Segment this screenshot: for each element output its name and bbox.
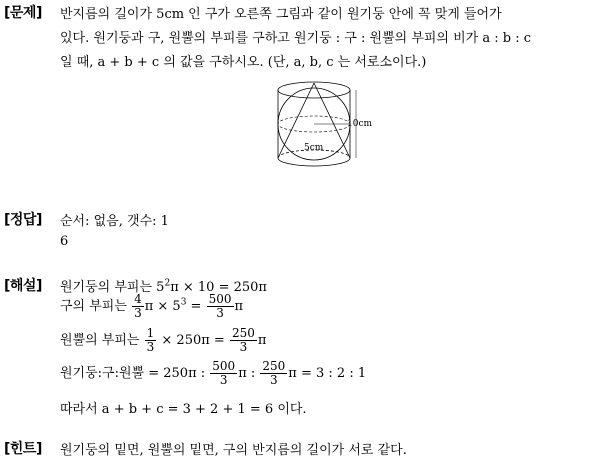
problem-line-2: 있다. 원기둥과 구, 원뿔의 부피를 구하고 원기둥 : 구 : 원뿔의 부피의 비가 a : b : c [60,31,532,46]
height-label: 10cm [347,119,373,129]
cylinder-bottom-front [278,158,350,166]
answer-label: [정답] [4,212,42,228]
answer-value: 6 [60,234,69,249]
cylinder-sphere-cone-figure [268,74,388,174]
explanation-cone: 원뿔의 부피는 $\frac{1}{3}$ × 250π = $\frac{250}{3}$ π [60,326,267,354]
explanation-label: [해설] [4,278,42,294]
cylinder-top [278,82,350,98]
problem-label: [문제] [4,5,42,21]
explanation-cylinder: 원기둥의 부피는 $5^2\pi \times 10 = 250\pi$ [60,278,267,295]
radius-label: 5cm [304,143,324,153]
problem-line-1: 반지름의 길이가 5cm 인 구가 오른쪽 그림과 같이 원기둥 안에 꼭 맞게 들어가 [60,7,502,22]
hint-label: [힌트] [4,441,42,457]
explanation-conclusion: 따라서 a + b + c = 3 + 2 + 1 = 6 이다. [60,402,307,417]
hint-text: 원기둥의 밑면, 원뿔의 밑면, 구의 반지름의 길이가 서로 같다. [60,443,407,458]
explanation-ratio: 원기둥:구:원뿔 = 250π : $\frac{500}{3}$ π : $\frac{250}{3}$ π = 3 : 2 : 1 [60,359,367,387]
problem-line-3: 일 때, a + b + c 의 값을 구하시오. (단, a, b, c 는 서로소이다.) [60,55,427,70]
explanation-sphere: 구의 부피는 $\frac{4}{3}$ $\pi \times 5^3$ = $\frac{500}{3}$ π [60,292,244,320]
answer-line-1: 순서: 없음, 갯수: 1 [60,214,169,229]
